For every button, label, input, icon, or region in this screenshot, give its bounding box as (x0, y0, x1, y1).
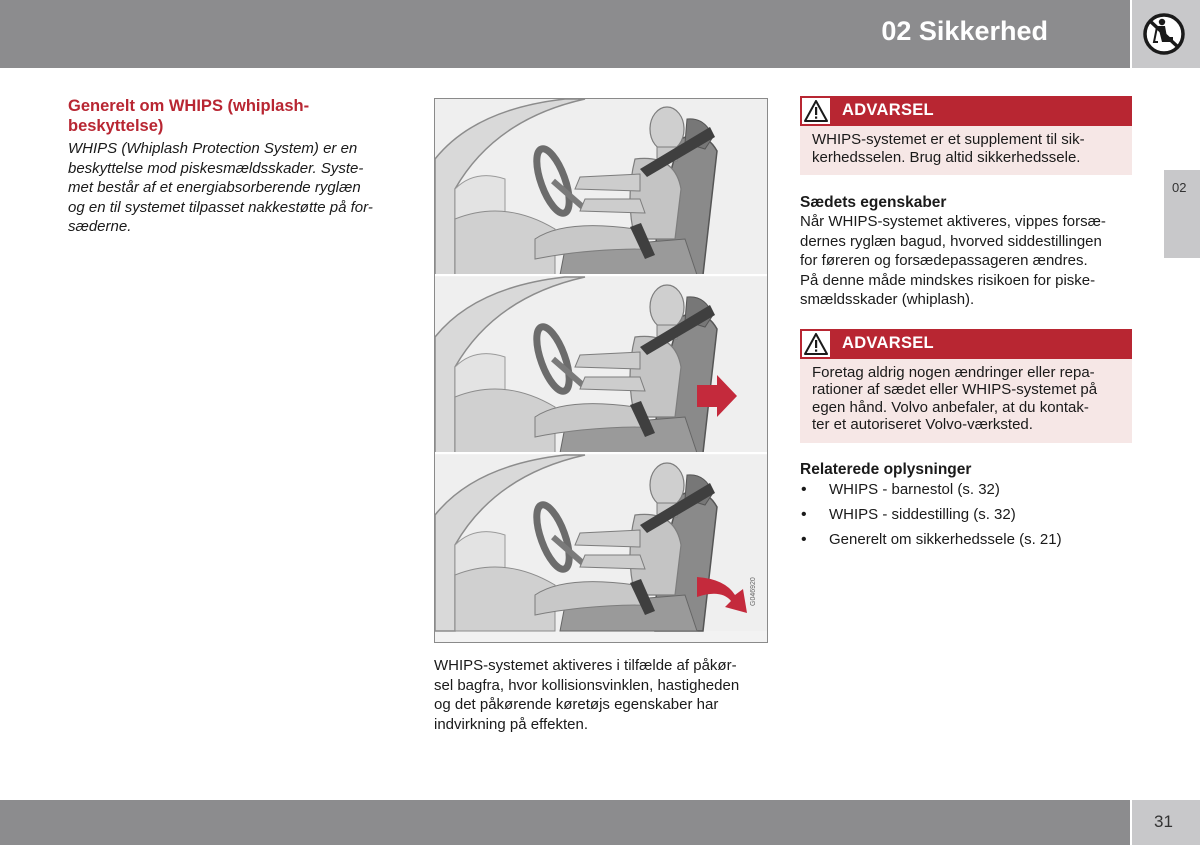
caption-line: WHIPS-systemet aktiveres i tilfælde af påkør- (434, 657, 737, 674)
section-title-line: beskyttelse) (68, 117, 164, 135)
body-line: På denne måde mindskes risikoen for piske- (800, 271, 1096, 289)
body-line: Når WHIPS-systemet aktiveres, vippes forsæ- (800, 213, 1106, 230)
warning-line: egen hånd. Volvo anbefaler, at du kontak- (812, 398, 1089, 416)
right-column (800, 96, 1132, 555)
intro-paragraph (68, 139, 408, 237)
caption-line: og det påkørende køretøjs egenskaber har (434, 696, 719, 713)
warning-header (800, 96, 1132, 126)
whips-illustration-drawing (435, 99, 767, 642)
related-link[interactable]: • WHIPS - siddestilling (s. 32) (800, 505, 1132, 525)
page-number: 31 (1154, 812, 1173, 831)
body-line: smældsskader (whiplash). (800, 291, 975, 308)
header-bar (0, 0, 1130, 68)
chapter-tab[interactable] (1164, 170, 1200, 258)
warning-icon-box (800, 329, 832, 359)
intro-line: met består af et energiabsorberende ryglæn (68, 179, 361, 196)
seat-properties-text (800, 212, 1132, 310)
warning-line: Foretag aldrig nogen ændringer eller repa- (812, 363, 1095, 381)
warning-box (800, 329, 1132, 443)
chapter-tab-label: 02 (1172, 180, 1187, 195)
footer-bar (0, 800, 1130, 845)
figure-code: G046920 (750, 577, 757, 606)
warning-icon-box (800, 96, 832, 126)
warning-line: rationer af sædet eller WHIPS-systemet på (812, 381, 1098, 398)
related-list (800, 480, 1132, 550)
header-icon-box (1132, 0, 1200, 68)
warning-text (800, 126, 1132, 175)
seat-properties-title: Sædets egenskaber (800, 194, 947, 211)
seatbelt-warning-icon (1140, 12, 1188, 56)
caption-line: sel bagfra, hvor kollisionsvinklen, hastigheden (434, 676, 740, 694)
warning-line: kerhedsselen. Brug altid sikkerhedssele. (812, 148, 1081, 166)
warning-label: ADVARSEL (842, 333, 934, 352)
warning-triangle-icon (804, 333, 828, 355)
intro-line: sæderne. (68, 218, 132, 235)
related-link[interactable]: • Generelt om sikkerhedssele (s. 21) (800, 530, 1132, 550)
warning-line: WHIPS-systemet er et supplement til sik- (812, 131, 1085, 148)
whips-illustration (434, 98, 768, 643)
warning-box (800, 96, 1132, 175)
warning-text (800, 359, 1132, 443)
warning-triangle-icon (804, 100, 828, 122)
figure-caption (434, 656, 774, 734)
caption-line: indvirkning på effekten. (434, 715, 588, 733)
page-number-box (1132, 800, 1200, 845)
body-line: dernes ryglæn bagud, hvorved siddestillingen (800, 232, 1102, 250)
warning-header (800, 329, 1132, 359)
related-section (800, 460, 1132, 550)
intro-line: og en til systemet tilpasset nakkestøtte på for- (68, 198, 373, 216)
body-line: for føreren og forsædepassageren ændres. (800, 252, 1088, 269)
related-link[interactable]: • WHIPS - barnestol (s. 32) (800, 480, 1132, 500)
intro-line: WHIPS (Whiplash Protection System) er en (68, 140, 358, 157)
intro-line: beskyttelse mod piskesmældsskader. Syste- (68, 159, 364, 177)
page-title: 02 Sikkerhed (881, 16, 1048, 46)
warning-label: ADVARSEL (842, 101, 934, 119)
warning-line: ter et autoriseret Volvo-værksted. (812, 416, 1033, 433)
section-title-line: Generelt om WHIPS (whiplash- (68, 97, 310, 115)
related-title: Relaterede oplysninger (800, 460, 972, 478)
intro-section (68, 96, 408, 237)
seat-properties-section (800, 193, 1132, 310)
section-title (68, 96, 408, 136)
